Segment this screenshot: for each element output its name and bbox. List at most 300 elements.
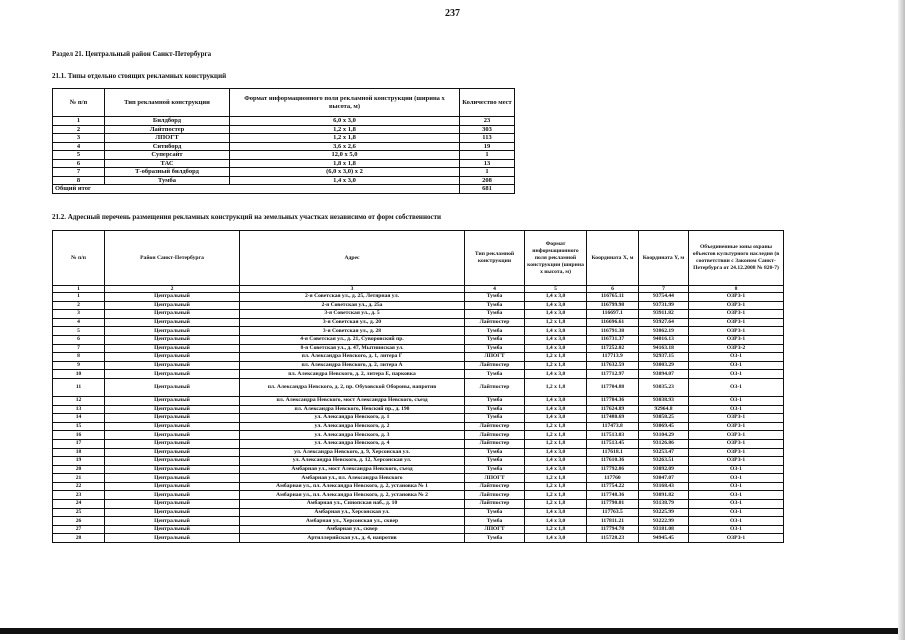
type-cell: Лайтпостер [465,439,525,448]
coord-x-cell: 117784.36 [587,396,639,405]
type-cell: Лайтпостер [105,125,230,134]
row-number-cell: 19 [53,457,105,466]
header-cell: Район Санкт-Петербурга [105,231,240,286]
district-cell: Центральный [105,500,240,509]
type-cell: Тумба [465,344,525,353]
row-number-cell: 5 [53,327,105,336]
coord-y-cell: 93225.99 [639,508,689,517]
zone-cell: ОЗРЗ-1 [689,335,784,344]
coord-y-cell: 93754.44 [639,293,689,302]
address-cell: Амбарная ул., Синопская наб., д. 10 [240,500,465,509]
table-row [53,142,515,151]
type-cell: Тумба [465,465,525,474]
type-cell: Т-образный билдборд [105,168,230,177]
district-cell: Центральный [105,525,240,534]
table-row [53,151,515,160]
table-row [53,534,784,543]
zone-cell: ОЗ-1 [689,370,784,379]
address-cell: Амбарная ул., пл. Александра Невского, д. 2, установка № 2 [240,491,465,500]
format-cell: 6,0 х 3,0 [230,117,460,126]
header-cell: Тип рекламной конструкции [465,231,525,286]
table1-title: 21.1. Типы отдельно стоящих рекламных конструкций [52,72,227,80]
format-cell: 1,4 х 3,0 [525,534,587,543]
row-number-cell: 9 [53,361,105,370]
coord-x-cell: 117513.03 [587,431,639,440]
format-cell: 1,4 х 3,0 [525,335,587,344]
type-cell: Тумба [465,457,525,466]
column-number: 8 [689,286,784,293]
zone-cell: ОЗ-1 [689,517,784,526]
district-cell: Центральный [105,457,240,466]
zone-cell: ОЗРЗ-1 [689,318,784,327]
type-cell: Лайтпостер [465,431,525,440]
zone-cell: ОЗРЗ-1 [689,457,784,466]
coord-x-cell: 117610.36 [587,457,639,466]
format-cell: 1,8 х 1,8 [230,159,460,168]
table-row [53,370,784,379]
district-cell: Центральный [105,293,240,302]
table-row [53,310,784,319]
format-cell: 1,4 х 3,0 [525,465,587,474]
format-cell: 1,4 х 3,0 [525,405,587,414]
row-number-cell: 2 [53,301,105,310]
format-cell: 1,4 х 3,0 [525,327,587,336]
coord-y-cell: 93168.43 [639,482,689,491]
address-cell: 2-я Советская ул., д. 25а [240,301,465,310]
zone-cell: ОЗ-1 [689,525,784,534]
zone-cell: ОЗРЗ-1 [689,414,784,423]
coord-x-cell: 117704.88 [587,378,639,396]
coord-x-cell: 117513.45 [587,439,639,448]
format-cell: 1,2 х 1,8 [525,431,587,440]
header-cell: Тип рекламной конструкции [105,89,230,117]
zone-cell: ОЗ-1 [689,465,784,474]
type-cell: ЛПОГТ [465,353,525,362]
format-cell: 1,2 х 1,8 [525,318,587,327]
row-number-cell: 6 [53,335,105,344]
format-cell: 1,2 х 1,8 [230,134,460,143]
row-number-cell: 10 [53,370,105,379]
table-row [53,431,784,440]
header-cell: Формат информационного поля рекламной конструкции (ширина х высота, м) [230,89,460,117]
row-number-cell: 15 [53,422,105,431]
zone-cell: ОЗ-1 [689,361,784,370]
zone-cell: ОЗ-1 [689,405,784,414]
zone-cell: ОЗ-1 [689,474,784,483]
table-row [53,318,784,327]
row-number-cell: 18 [53,448,105,457]
type-cell: Лайтпостер [465,378,525,396]
format-cell: 1,4 х 3,0 [525,310,587,319]
table-row [53,353,784,362]
type-cell: ЛПОГТ [465,474,525,483]
count-cell: 19 [460,142,515,151]
format-cell: 1,2 х 1,8 [525,422,587,431]
type-cell: Тумба [465,310,525,319]
header-cell: Формат информационного поля рекламной конструкции (ширина х высота, м) [525,231,587,286]
zone-cell: ОЗ-1 [689,500,784,509]
table-header-row [53,231,784,286]
coord-x-cell: 117760 [587,474,639,483]
count-cell: 113 [460,134,515,143]
table-row [53,361,784,370]
coord-x-cell: 116731.37 [587,335,639,344]
row-number-cell: 1 [53,117,105,126]
coord-y-cell: 93911.82 [639,310,689,319]
column-number: 3 [240,286,465,293]
header-cell: Объединенные зоны охраны объектов культурного наследия (в соответствии с Законом Санкт-Петербурга от 24.12.2008 № 820-7) [689,231,784,286]
row-number-cell: 5 [53,151,105,160]
address-cell: 8-я Советская ул., д. 47, Мытнинская ул. [240,344,465,353]
row-number-cell: 25 [53,508,105,517]
district-cell: Центральный [105,318,240,327]
table-row [53,176,515,185]
format-cell: 1,2 х 1,8 [230,125,460,134]
coord-x-cell: 117473.8 [587,422,639,431]
count-cell: 208 [460,176,515,185]
format-cell: 1,2 х 1,8 [525,525,587,534]
address-list-table [52,230,784,543]
count-cell: 23 [460,117,515,126]
address-cell: пл. Александра Невского, д. 2, литера Е, парковка [240,370,465,379]
district-cell: Центральный [105,491,240,500]
column-number-row [53,286,784,293]
row-number-cell: 4 [53,142,105,151]
row-number-cell: 2 [53,125,105,134]
coord-y-cell: 92964.8 [639,405,689,414]
coord-x-cell: 117480.69 [587,414,639,423]
table-row [53,465,784,474]
table-row [53,525,784,534]
address-cell: пл. Александра Невского, д. 1, литера Г [240,353,465,362]
address-cell: Амбарная ул., пл. Александра Невского, д. 2, установка № 1 [240,482,465,491]
section-title: Раздел 21. Центральный район Санкт-Петербурга [52,50,212,58]
type-cell: ЛПОГТ [105,134,230,143]
zone-cell: ОЗРЗ-1 [689,310,784,319]
coord-x-cell: 117632.59 [587,361,639,370]
zone-cell: ОЗРЗ-1 [689,327,784,336]
address-cell: пл. Александра Невского, мост Александра Невского, съезд [240,396,465,405]
coord-y-cell: 94945.45 [639,534,689,543]
column-number: 2 [105,286,240,293]
table-row [53,335,784,344]
address-cell: ул. Александра Невского, д. 12, Херсонская ул. [240,457,465,466]
type-cell: Лайтпостер [465,491,525,500]
coord-x-cell: 116697.1 [587,310,639,319]
table-row [53,117,515,126]
address-cell: Амбарная ул., пл. Александра Невского [240,474,465,483]
type-cell: Тумба [465,335,525,344]
column-number: 6 [587,286,639,293]
district-cell: Центральный [105,474,240,483]
coord-x-cell: 117748.36 [587,491,639,500]
ad-types-table [52,88,515,194]
coord-x-cell: 116799.98 [587,301,639,310]
zone-cell: ОЗРЗ-1 [689,534,784,543]
district-cell: Центральный [105,414,240,423]
zone-cell: ОЗ-1 [689,378,784,396]
format-cell: 12,0 х 5,0 [230,151,460,160]
zone-cell: ОЗРЗ-1 [689,293,784,302]
row-number-cell: 21 [53,474,105,483]
coord-x-cell: 115728.23 [587,534,639,543]
header-cell: Количество мест [460,89,515,117]
table-row [53,482,784,491]
table-row [53,405,784,414]
table-row [53,414,784,423]
district-cell: Центральный [105,344,240,353]
ad-types-body [53,117,515,185]
type-cell: Тумба [465,370,525,379]
coord-y-cell: 94016.13 [639,335,689,344]
address-cell: Амбарная ул., Херсонская ул., сквер [240,517,465,526]
count-cell: 1 [460,168,515,177]
table-row [53,301,784,310]
address-cell: ул. Александра Невского, д. 4 [240,439,465,448]
type-cell: Лайтпостер [465,361,525,370]
address-cell: ул. Александра Невского, д. 9, Херсонская ул. [240,448,465,457]
format-cell: 1,2 х 1,8 [525,482,587,491]
column-number: 5 [525,286,587,293]
address-cell: пл. Александра Невского, д. 2, литера А [240,361,465,370]
type-cell: Тумба [465,517,525,526]
address-cell: 3-я Советская ул., д. 28 [240,327,465,336]
table-row [53,327,784,336]
coord-y-cell: 93222.99 [639,517,689,526]
count-cell: 1 [460,151,515,160]
type-cell: Лайтпостер [465,318,525,327]
format-cell: (6,0 х 3,0) х 2 [230,168,460,177]
format-cell: 3,6 х 2,6 [230,142,460,151]
district-cell: Центральный [105,448,240,457]
format-cell: 1,4 х 3,0 [525,396,587,405]
row-number-cell: 26 [53,517,105,526]
header-cell: Адрес [240,231,465,286]
type-cell: Тумба [465,327,525,336]
coord-y-cell: 93035.23 [639,378,689,396]
coord-x-cell: 117754.22 [587,482,639,491]
format-cell: 1,2 х 1,8 [525,353,587,362]
row-number-cell: 4 [53,318,105,327]
district-cell: Центральный [105,422,240,431]
type-cell: Тумба [465,414,525,423]
zone-cell: ОЗ-1 [689,482,784,491]
address-cell: пл. Александра Невского, Невский пр., д. 190 [240,405,465,414]
type-cell: Лайтпостер [465,500,525,509]
district-cell: Центральный [105,439,240,448]
table-row [53,448,784,457]
coord-y-cell: 93138.79 [639,500,689,509]
row-number-cell: 3 [53,134,105,143]
format-cell: 1,2 х 1,8 [525,439,587,448]
table-row [53,396,784,405]
coord-y-cell: 93091.82 [639,491,689,500]
table-row [53,517,784,526]
coord-y-cell: 93253.47 [639,448,689,457]
district-cell: Центральный [105,335,240,344]
format-cell: 1,4 х 3,0 [525,448,587,457]
page-number: 237 [445,8,460,19]
coord-y-cell: 94163.18 [639,344,689,353]
address-cell: 2-я Советская ул., д. 25, Летярная ул. [240,293,465,302]
row-number-cell: 8 [53,353,105,362]
format-cell: 1,4 х 3,0 [525,457,587,466]
table2-title: 21.2. Адресный перечень размещения рекламных конструкций на земельных участках независимо от форм собственности [52,213,442,221]
type-cell: Ситиборд [105,142,230,151]
table-header-row [53,89,515,117]
table-row [53,439,784,448]
header-cell: Координата Y, м [639,231,689,286]
coord-y-cell: 93927.64 [639,318,689,327]
coord-x-cell: 117763.5 [587,508,639,517]
coord-y-cell: 93069.45 [639,422,689,431]
coord-y-cell: 93126.86 [639,439,689,448]
district-cell: Центральный [105,361,240,370]
header-cell: Координата X, м [587,231,639,286]
zone-cell: ОЗРЗ-1 [689,422,784,431]
format-cell: 1,4 х 3,0 [525,301,587,310]
coord-y-cell: 93181.08 [639,525,689,534]
coord-x-cell: 117792.86 [587,465,639,474]
row-number-cell: 7 [53,168,105,177]
type-cell: Суперсайт [105,151,230,160]
table-row [53,474,784,483]
format-cell: 1,4 х 3,0 [230,176,460,185]
address-cell: 3-я Советская ул., д. 20 [240,318,465,327]
zone-cell: ОЗРЗ-1 [689,448,784,457]
column-number: 7 [639,286,689,293]
type-cell: ЛПОГТ [465,525,525,534]
coord-y-cell: 92937.15 [639,353,689,362]
district-cell: Центральный [105,327,240,336]
coord-x-cell: 117712.97 [587,370,639,379]
row-number-cell: 3 [53,310,105,319]
address-list-body [53,293,784,543]
type-cell: Тумба [465,405,525,414]
row-number-cell: 6 [53,159,105,168]
table-row [53,422,784,431]
table-row [53,159,515,168]
row-number-cell: 11 [53,378,105,396]
table-row [53,457,784,466]
type-cell: Тумба [465,534,525,543]
address-cell: ул. Александра Невского, д. 2 [240,422,465,431]
row-number-cell: 20 [53,465,105,474]
type-cell: Тумба [465,301,525,310]
row-number-cell: 1 [53,293,105,302]
address-cell: пл. Александра Невского, д. 2, пр. Обуховской Обороны, напротив [240,378,465,396]
address-cell: 4-я Советская ул., д. 21, Суворовский пр. [240,335,465,344]
format-cell: 1,2 х 1,8 [525,361,587,370]
district-cell: Центральный [105,353,240,362]
column-number: 4 [465,286,525,293]
zone-cell: ОЗ-1 [689,491,784,500]
coord-y-cell: 93263.51 [639,457,689,466]
district-cell: Центральный [105,508,240,517]
coord-x-cell: 117624.89 [587,405,639,414]
format-cell: 1,2 х 1,8 [525,500,587,509]
format-cell: 1,4 х 3,0 [525,293,587,302]
type-cell: Тумба [465,448,525,457]
type-cell: Тумба [465,396,525,405]
district-cell: Центральный [105,370,240,379]
coord-y-cell: 93731.99 [639,301,689,310]
scan-bottom-edge [0,628,905,634]
coord-x-cell: 117618.1 [587,448,639,457]
row-number-cell: 8 [53,176,105,185]
row-number-cell: 12 [53,396,105,405]
format-cell: 1,2 х 1,8 [525,474,587,483]
format-cell: 1,2 х 1,8 [525,491,587,500]
row-number-cell: 22 [53,482,105,491]
district-cell: Центральный [105,378,240,396]
type-cell: Тумба [105,176,230,185]
scan-right-edge [898,0,905,640]
type-cell: Тумба [465,508,525,517]
header-cell: № п/п [53,231,105,286]
district-cell: Центральный [105,310,240,319]
format-cell: 1,4 х 3,0 [525,414,587,423]
row-number-cell: 13 [53,405,105,414]
district-cell: Центральный [105,405,240,414]
table-row [53,168,515,177]
table-row [53,125,515,134]
table-row [53,491,784,500]
row-number-cell: 27 [53,525,105,534]
row-number-cell: 14 [53,414,105,423]
count-cell: 13 [460,159,515,168]
coord-x-cell: 116696.61 [587,318,639,327]
coord-y-cell: 93047.07 [639,474,689,483]
address-cell: Амбарная ул., мост Александра Невского, съезд [240,465,465,474]
type-cell: Лайтпостер [465,482,525,491]
coord-x-cell: 116791.38 [587,327,639,336]
address-cell: ул. Александра Невского, д. 1 [240,414,465,423]
zone-cell: ОЗ-1 [689,508,784,517]
district-cell: Центральный [105,482,240,491]
zone-cell: ОЗ-1 [689,396,784,405]
total-row [53,185,515,194]
table-row [53,344,784,353]
coord-x-cell: 117794.78 [587,525,639,534]
zone-cell: ОЗРЗ-1 [689,431,784,440]
zone-cell: ОЗРЗ-1 [689,439,784,448]
district-cell: Центральный [105,301,240,310]
header-cell: № п/п [53,89,105,117]
coord-x-cell: 117713.9 [587,353,639,362]
coord-y-cell: 93094.07 [639,370,689,379]
format-cell: 1,2 х 1,8 [525,378,587,396]
format-cell: 1,4 х 3,0 [525,508,587,517]
coord-x-cell: 117790.01 [587,500,639,509]
column-number: 1 [53,286,105,293]
address-cell: Амбарная ул., Херсонская ул. [240,508,465,517]
type-cell: ТАС [105,159,230,168]
total-value: 681 [460,185,515,194]
address-cell: Амбарная ул., сквер [240,525,465,534]
type-cell: Лайтпостер [465,422,525,431]
format-cell: 1,4 х 3,0 [525,517,587,526]
zone-cell: ОЗРЗ-1 [689,301,784,310]
row-number-cell: 23 [53,491,105,500]
coord-y-cell: 93104.29 [639,431,689,440]
address-cell: ул. Александра Невского, д. 3 [240,431,465,440]
address-cell: 3-я Советская ул., д. 5 [240,310,465,319]
table-row [53,378,784,396]
coord-x-cell: 117252.02 [587,344,639,353]
table-row [53,508,784,517]
zone-cell: ОЗ-1 [689,353,784,362]
